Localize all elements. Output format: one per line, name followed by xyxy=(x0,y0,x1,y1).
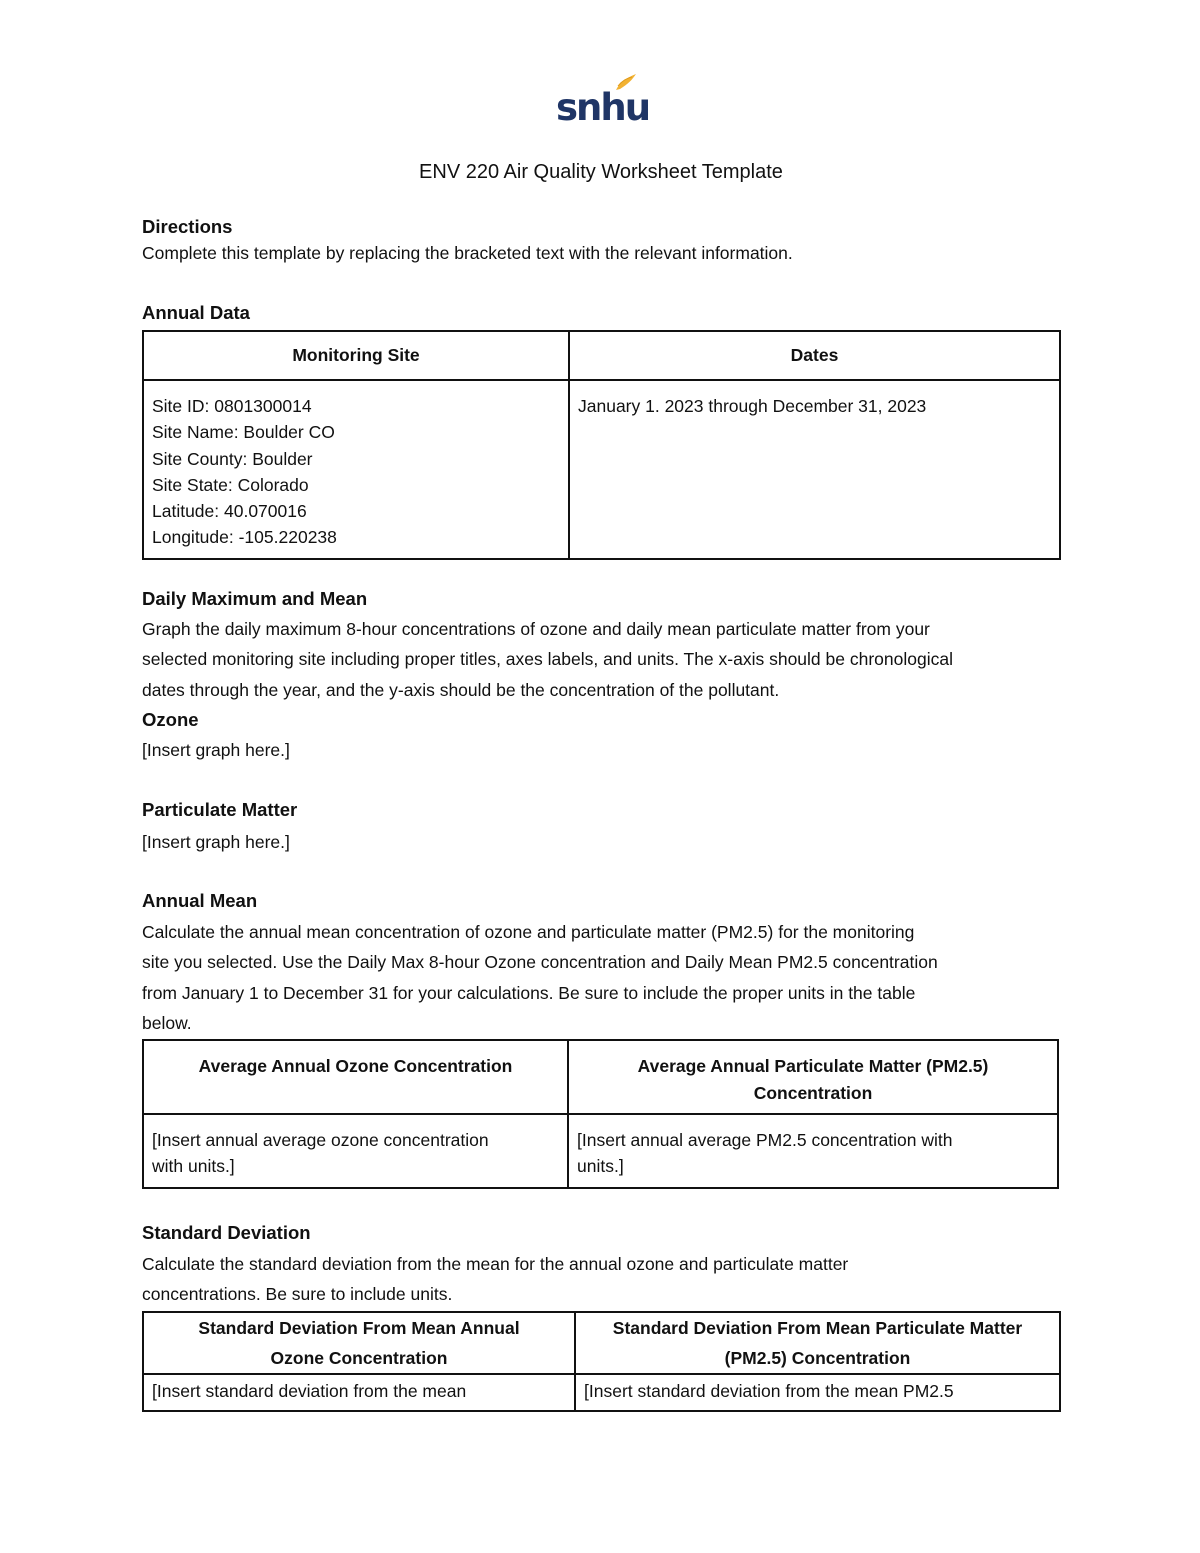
site-longitude: Longitude: -105.220238 xyxy=(152,527,337,548)
annual-mean-line-3: from January 1 to December 31 for your calculations. Be sure to include the proper units in the table xyxy=(142,982,916,1003)
site-info-cell xyxy=(143,380,569,559)
std-dev-line-2: concentrations. Be sure to include units. xyxy=(142,1284,453,1305)
table-row xyxy=(143,380,1060,559)
snhu-logo xyxy=(556,72,656,134)
std-dev-line-1: Calculate the standard deviation from the mean for the annual ozone and particulate matter xyxy=(142,1254,849,1274)
directions-heading: Directions xyxy=(142,216,233,237)
std-dev-table xyxy=(142,1311,1061,1412)
std-dev-instructions xyxy=(142,1249,1060,1310)
avg-ozone-line-1: [Insert annual average ozone concentration xyxy=(152,1130,489,1150)
header-std-pm-line-2: (PM2.5) Concentration xyxy=(724,1347,911,1368)
header-avg-pm-line-1: Average Annual Particulate Matter (PM2.5) xyxy=(637,1056,989,1076)
daily-line-3: dates through the year, and the y-axis should be the concentration of the pollutant. xyxy=(142,679,780,700)
table-row xyxy=(143,1374,1060,1411)
site-county: Site County: Boulder xyxy=(152,448,313,469)
ozone-graph-placeholder: [Insert graph here.] xyxy=(142,740,290,760)
annual-mean-heading: Annual Mean xyxy=(142,890,258,911)
avg-pm-line-2: units.] xyxy=(577,1156,624,1177)
pm-heading: Particulate Matter xyxy=(142,799,298,820)
site-state: Site State: Colorado xyxy=(152,474,309,495)
annual-data-heading: Annual Data xyxy=(142,302,250,323)
avg-pm-cell xyxy=(568,1114,1058,1188)
header-std-ozone-line-1: Standard Deviation From Mean Annual xyxy=(198,1318,520,1338)
header-avg-pm xyxy=(568,1040,1058,1114)
directions-text: Complete this template by replacing the bracketed text with the relevant information. xyxy=(142,243,793,263)
daily-heading: Daily Maximum and Mean xyxy=(142,588,368,609)
header-std-pm-line-1: Standard Deviation From Mean Particulate Matter xyxy=(612,1318,1023,1338)
daily-line-1: Graph the daily maximum 8-hour concentrations of ozone and daily mean particulate matter from your xyxy=(142,619,930,639)
daily-line-2: selected monitoring site including proper titles, axes labels, and units. The x-axis should be chronological xyxy=(142,649,953,670)
ozone-heading: Ozone xyxy=(142,709,199,730)
logo-text: snhu xyxy=(556,86,650,129)
table-header-row xyxy=(143,1312,1060,1374)
header-std-ozone-line-2: Ozone Concentration xyxy=(270,1347,448,1368)
header-std-pm xyxy=(575,1312,1060,1374)
table-row xyxy=(143,1114,1058,1188)
table-header-row xyxy=(143,1040,1058,1114)
dates-value: January 1. 2023 through December 31, 2023 xyxy=(578,396,927,416)
std-pm-cell: [Insert standard deviation from the mean PM2.5 xyxy=(575,1374,1060,1411)
header-monitoring-site: Monitoring Site xyxy=(143,331,569,380)
avg-pm-line-1: [Insert annual average PM2.5 concentration with xyxy=(577,1130,953,1150)
daily-instructions xyxy=(142,614,1060,705)
annual-mean-line-2: site you selected. Use the Daily Max 8-hour Ozone concentration and Daily Mean PM2.5 concentration xyxy=(142,952,938,973)
site-name: Site Name: Boulder CO xyxy=(152,422,335,443)
page-title: ENV 220 Air Quality Worksheet Template xyxy=(419,161,783,183)
site-latitude: Latitude: 40.070016 xyxy=(152,501,307,522)
avg-ozone-cell xyxy=(143,1114,568,1188)
header-std-ozone xyxy=(143,1312,575,1374)
annual-mean-instructions xyxy=(142,917,1060,1038)
annual-mean-line-4: below. xyxy=(142,1012,192,1033)
avg-ozone-line-2: with units.] xyxy=(152,1156,235,1177)
pm-graph-placeholder: [Insert graph here.] xyxy=(142,832,290,852)
dates-cell xyxy=(569,380,1060,559)
table-header-row xyxy=(143,331,1060,380)
std-ozone-cell: [Insert standard deviation from the mean xyxy=(143,1374,575,1411)
header-avg-ozone: Average Annual Ozone Concentration xyxy=(143,1040,568,1114)
std-dev-heading: Standard Deviation xyxy=(142,1222,311,1243)
annual-mean-line-1: Calculate the annual mean concentration of ozone and particulate matter (PM2.5) for the monitoring xyxy=(142,922,915,942)
header-dates: Dates xyxy=(569,331,1060,380)
annual-data-table xyxy=(142,330,1061,560)
annual-mean-table xyxy=(142,1039,1059,1189)
flame-icon xyxy=(614,72,638,92)
site-id: Site ID: 0801300014 xyxy=(152,396,312,416)
header-avg-pm-line-2: Concentration xyxy=(753,1082,873,1103)
